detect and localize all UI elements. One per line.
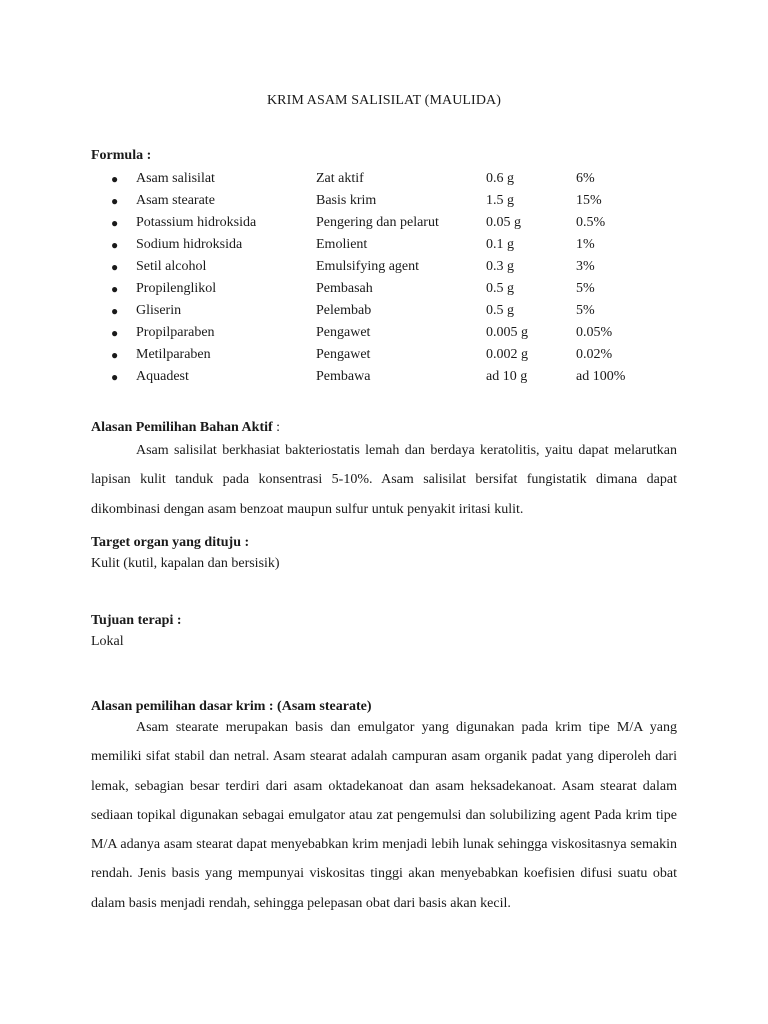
section-text: Kulit (kutil, kapalan dan bersisik) <box>91 556 280 571</box>
bullet-icon: ● <box>111 282 119 296</box>
document-title: KRIM ASAM SALISILAT (MAULIDA) <box>266 93 502 108</box>
ingredient-amount: 0.6 g <box>486 171 514 186</box>
ingredient-function: Emulsifying agent <box>316 259 420 274</box>
ingredient-amount: 0.3 g <box>486 259 514 274</box>
ingredient-function: Basis krim <box>316 193 377 208</box>
section-heading: Tujuan terapi : <box>91 613 182 628</box>
bullet-icon: ● <box>111 348 119 362</box>
section-tujuan-terapi <box>91 611 677 653</box>
ingredient-percent: 3% <box>576 259 595 274</box>
bullet-icon: ● <box>111 238 119 252</box>
ingredient-percent: 0.05% <box>576 325 613 340</box>
formula-row <box>0 367 768 389</box>
ingredient-name: Asam stearate <box>136 193 215 208</box>
ingredient-amount: 0.1 g <box>486 237 514 252</box>
formula-row <box>0 235 768 257</box>
ingredient-amount: ad 10 g <box>486 369 528 384</box>
section-paragraph: Asam salisilat berkhasiat bakteriostatis lemah dan berdaya keratolitis, yaitu dapat melarutkan lapisan kulit tanduk pada konsentrasi 5-10%. Asam salisilat bersifat fungistatik dimana dapat dikombinasi dengan asam benzoat maupun sulfur untuk penyakit iritasi kulit. <box>91 443 677 517</box>
section-alasan-dasar-krim <box>91 697 677 918</box>
ingredient-name: Asam salisilat <box>136 171 215 186</box>
formula-row <box>0 169 768 191</box>
ingredient-name: Gliserin <box>136 303 182 318</box>
formula-row <box>0 345 768 367</box>
ingredient-percent: 5% <box>576 303 595 318</box>
ingredient-percent: ad 100% <box>576 369 626 384</box>
section-text: Lokal <box>91 634 124 649</box>
ingredient-function: Zat aktif <box>316 171 364 186</box>
ingredient-function: Pembasah <box>316 281 373 296</box>
section-heading: Target organ yang dituju : <box>91 535 250 550</box>
bullet-icon: ● <box>111 194 119 208</box>
ingredient-function: Pengering dan pelarut <box>316 215 439 230</box>
ingredient-percent: 15% <box>576 193 602 208</box>
ingredient-amount: 0.5 g <box>486 281 514 296</box>
ingredient-percent: 0.02% <box>576 347 613 362</box>
ingredient-amount: 1.5 g <box>486 193 514 208</box>
ingredient-function: Pengawet <box>316 325 371 340</box>
bullet-icon: ● <box>111 370 119 384</box>
ingredient-function: Emolient <box>316 237 368 252</box>
section-heading <box>91 418 677 438</box>
ingredient-function: Pelembab <box>316 303 372 318</box>
ingredient-name: Metilparaben <box>136 347 211 362</box>
ingredient-percent: 1% <box>576 237 595 252</box>
formula-list <box>0 169 768 389</box>
ingredient-amount: 0.5 g <box>486 303 514 318</box>
formula-row <box>0 301 768 323</box>
ingredient-function: Pembawa <box>316 369 371 384</box>
formula-row <box>0 323 768 345</box>
ingredient-amount: 0.05 g <box>486 215 521 230</box>
formula-row <box>0 279 768 301</box>
ingredient-percent: 6% <box>576 171 595 186</box>
bullet-icon: ● <box>111 304 119 318</box>
ingredient-name: Potassium hidroksida <box>136 215 257 230</box>
section-alasan-bahan-aktif <box>91 418 677 524</box>
bullet-icon: ● <box>111 172 119 186</box>
ingredient-name: Setil alcohol <box>136 259 207 274</box>
section-paragraph: Asam stearate merupakan basis dan emulgator yang digunakan pada krim tipe M/A yang memiliki sifat stabil dan netral. Asam stearat adalah campuran asam organik padat yang diperoleh dari lemak, sebagian besar terdiri dari asam oktadekanoat dan asam heksadekanoat. Asam stearat dalam sediaan topikal digunakan sebagai emulgator atau zat pengemulsi dan solubilizing agent Pada krim tipe M/A adanya asam stearat dapat menyebabkan krim menjadi lebih lunak sehingga viskositasnya semakin rendah. Jenis basis yang mempunyai viskositas tinggi akan menyebabkan koefisien difusi suatu obat dalam basis menjadi rendah, sehingga pelepasan obat dari basis akan kecil. <box>91 720 677 911</box>
bullet-icon: ● <box>111 260 119 274</box>
formula-row <box>0 257 768 279</box>
ingredient-name: Propilenglikol <box>136 281 217 296</box>
ingredient-percent: 0.5% <box>576 215 606 230</box>
bullet-icon: ● <box>111 326 119 340</box>
section-target-organ <box>91 533 677 575</box>
ingredient-name: Sodium hidroksida <box>136 237 243 252</box>
formula-row <box>0 213 768 235</box>
ingredient-name: Propilparaben <box>136 325 215 340</box>
heading-suffix: : <box>272 420 281 435</box>
heading-text: Alasan Pemilihan Bahan Aktif <box>91 420 273 435</box>
ingredient-amount: 0.002 g <box>486 347 528 362</box>
ingredient-percent: 5% <box>576 281 595 296</box>
ingredient-name: Aquadest <box>136 369 189 384</box>
ingredient-function: Pengawet <box>316 347 371 362</box>
ingredient-amount: 0.005 g <box>486 325 528 340</box>
section-heading: Alasan pemilihan dasar krim : (Asam stearate) <box>91 699 372 714</box>
formula-heading: Formula : <box>91 148 152 163</box>
bullet-icon: ● <box>111 216 119 230</box>
formula-row <box>0 191 768 213</box>
